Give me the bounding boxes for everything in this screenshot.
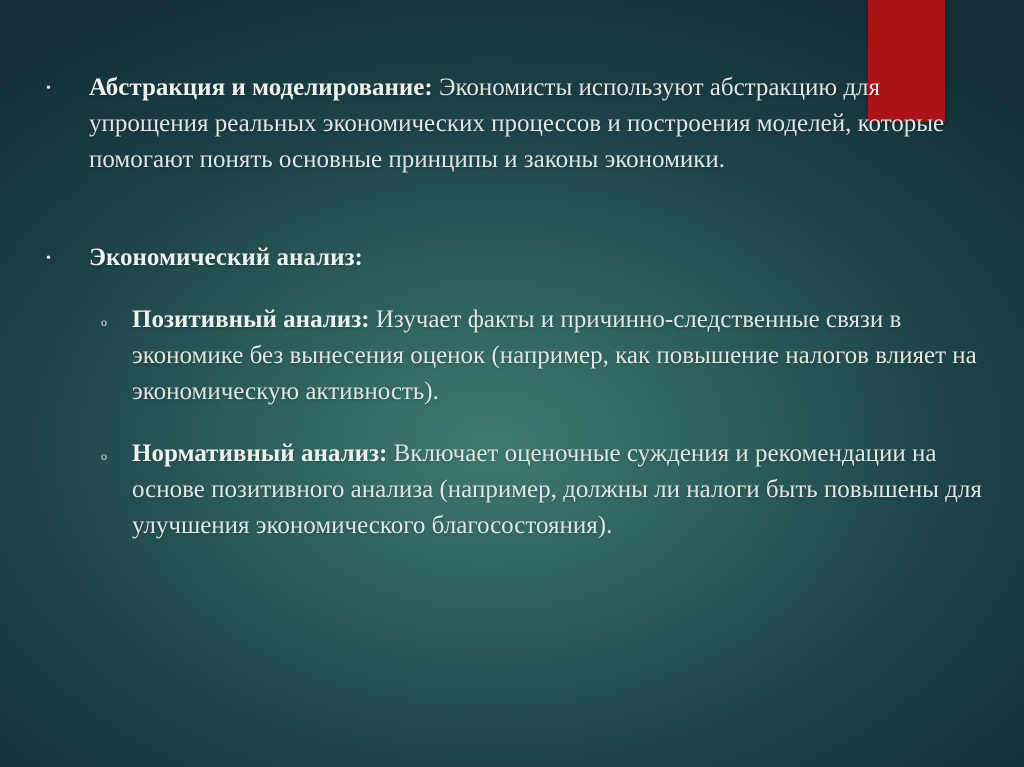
sub-bullet-normative-analysis bbox=[132, 436, 992, 544]
bullet-abstraction-modeling bbox=[89, 70, 969, 178]
bullet-heading: Нормативный анализ: bbox=[132, 440, 388, 467]
bullet-heading: Позитивный анализ: bbox=[132, 306, 370, 333]
bullet-icon: • bbox=[46, 81, 51, 96]
sub-bullet-icon: o bbox=[101, 315, 107, 329]
bullet-heading: Абстракция и моделирование: bbox=[89, 74, 433, 101]
sub-bullet-positive-analysis bbox=[132, 302, 982, 410]
bullet-text: Включает оценочные суждения и рекомендации на основе позитивного анализа (например, должны ли налоги быть повышены для улучшения экономического благосостояния). bbox=[132, 440, 982, 539]
bullet-text: Экономисты используют абстракцию для упрощения реальных экономических процессов и построения моделей, которые помогают понять основные принципы и законы экономики. bbox=[89, 74, 945, 173]
bullet-economic-analysis bbox=[89, 240, 969, 276]
bullet-heading: Экономический анализ: bbox=[89, 244, 363, 271]
bullet-icon: • bbox=[46, 251, 51, 266]
sub-bullet-icon: o bbox=[101, 449, 107, 463]
bullet-text: Изучает факты и причинно-следственные связи в экономике без вынесения оценок (например, как повышение налогов влияет на экономическую активность). bbox=[132, 306, 977, 405]
